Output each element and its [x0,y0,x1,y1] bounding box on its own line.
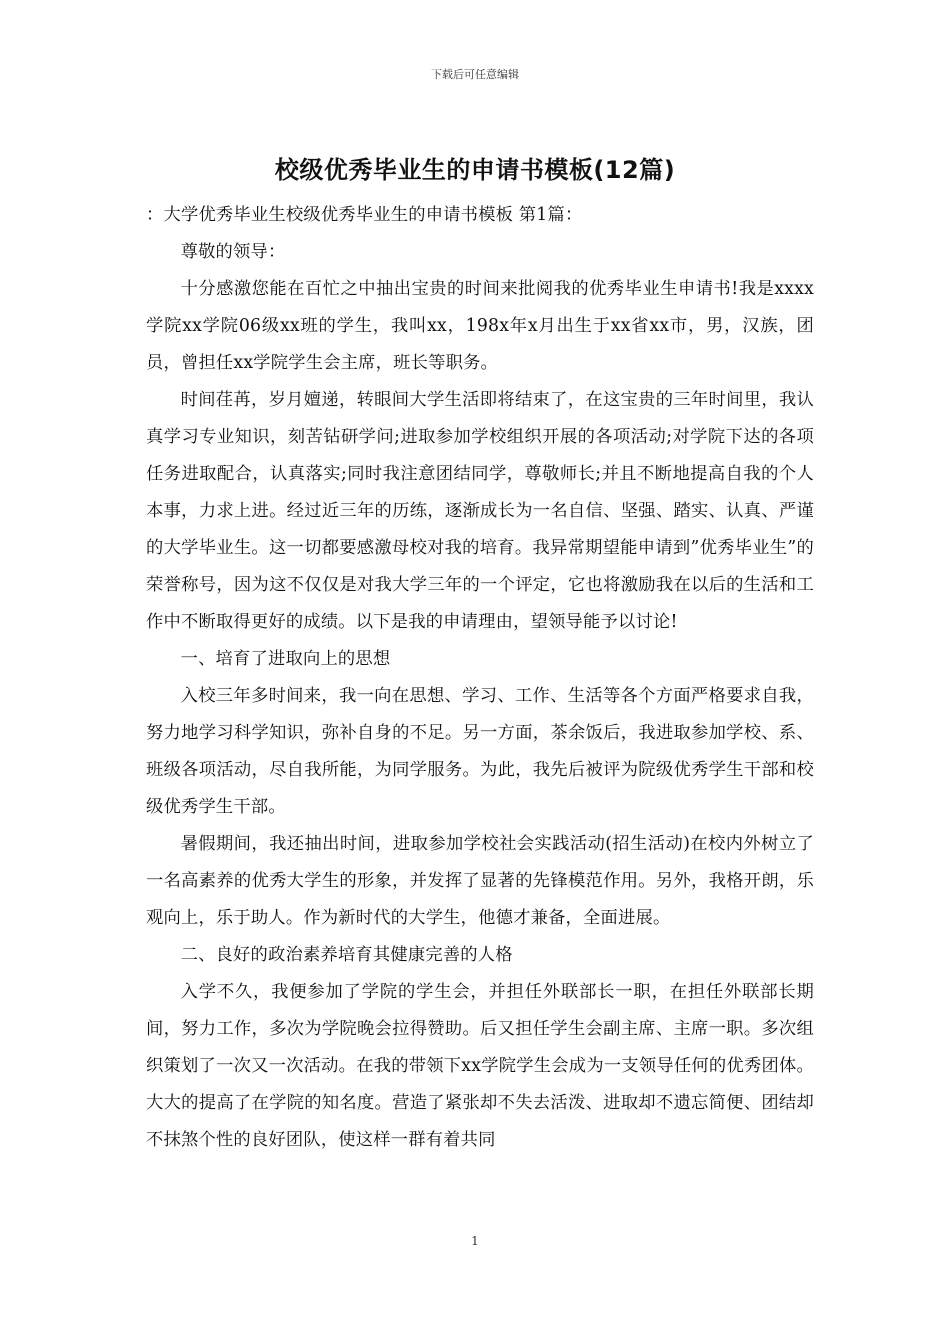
paragraph: 十分感激您能在百忙之中抽出宝贵的时间来批阅我的优秀毕业生申请书!我是xxxx学院xx学院06级xx班的学生，我叫xx，198x年x月出生于xx省xx市，男，汉族，团员，曾担任xx学院学生会主席，班长等职务。 [146,279,814,373]
paragraph: 时间荏苒，岁月嬗递，转眼间大学生活即将结束了，在这宝贵的三年时间里，我认真学习专业知识，刻苦钻研学问;进取参加学校组织开展的各项活动;对学院下达的各项任务进取配合，认真落实;同时我注意团结同学，尊敬师长;并且不断地提高自我的个人本事，力求上进。经过近三年的历练，逐渐成长为一名自信、坚强、踏实、认真、严谨的大学毕业生。这一切都要感激母校对我的培育。我异常期望能申请到”优秀毕业生”的荣誉称号，因为这不仅仅是对我大学三年的一个评定，它也将激励我在以后的生活和工作中不断取得更好的成绩。以下是我的申请理由，望领导能予以讨论! [146,390,814,632]
page-number: 1 [471,1234,479,1248]
document-title: 校级优秀毕业生的申请书模板(12篇) [274,156,676,184]
intro-line: ：大学优秀毕业生校级优秀毕业生的申请书模板 第1篇： [146,205,583,225]
paragraph: 入校三年多时间来，我一向在思想、学习、工作、生活等各个方面严格要求自我，努力地学习科学知识，弥补自身的不足。另一方面，茶余饭后，我进取参加学校、系、班级各项活动，尽自我所能，为同学服务。为此，我先后被评为院级优秀学生干部和校级优秀学生干部。 [146,686,814,817]
header-note: 下载后可任意编辑 [431,68,519,81]
salutation: 尊敬的领导： [180,242,286,262]
document-body [146,197,814,1159]
section-heading: 一、培育了进取向上的思想 [180,649,391,669]
section-heading: 二、良好的政治素养培育其健康完善的人格 [180,945,513,965]
paragraph: 入学不久，我便参加了学院的学生会，并担任外联部长一职，在担任外联部长期间，努力工作，多次为学院晚会拉得赞助。后又担任学生会副主席、主席一职。多次组织策划了一次又一次活动。在我的带领下xx学院学生会成为一支领导任何的优秀团体。大大的提高了在学院的知名度。营造了紧张却不失去活泼、进取却不遗忘简便、团结却不抹煞个性的良好团队，使这样一群有着共同 [146,982,814,1150]
paragraph: 暑假期间，我还抽出时间，进取参加学校社会实践活动(招生活动)在校内外树立了一名高素养的优秀大学生的形象，并发挥了显著的先锋模范作用。另外，我格开朗，乐观向上，乐于助人。作为新时代的大学生，他德才兼备，全面进展。 [146,834,814,928]
